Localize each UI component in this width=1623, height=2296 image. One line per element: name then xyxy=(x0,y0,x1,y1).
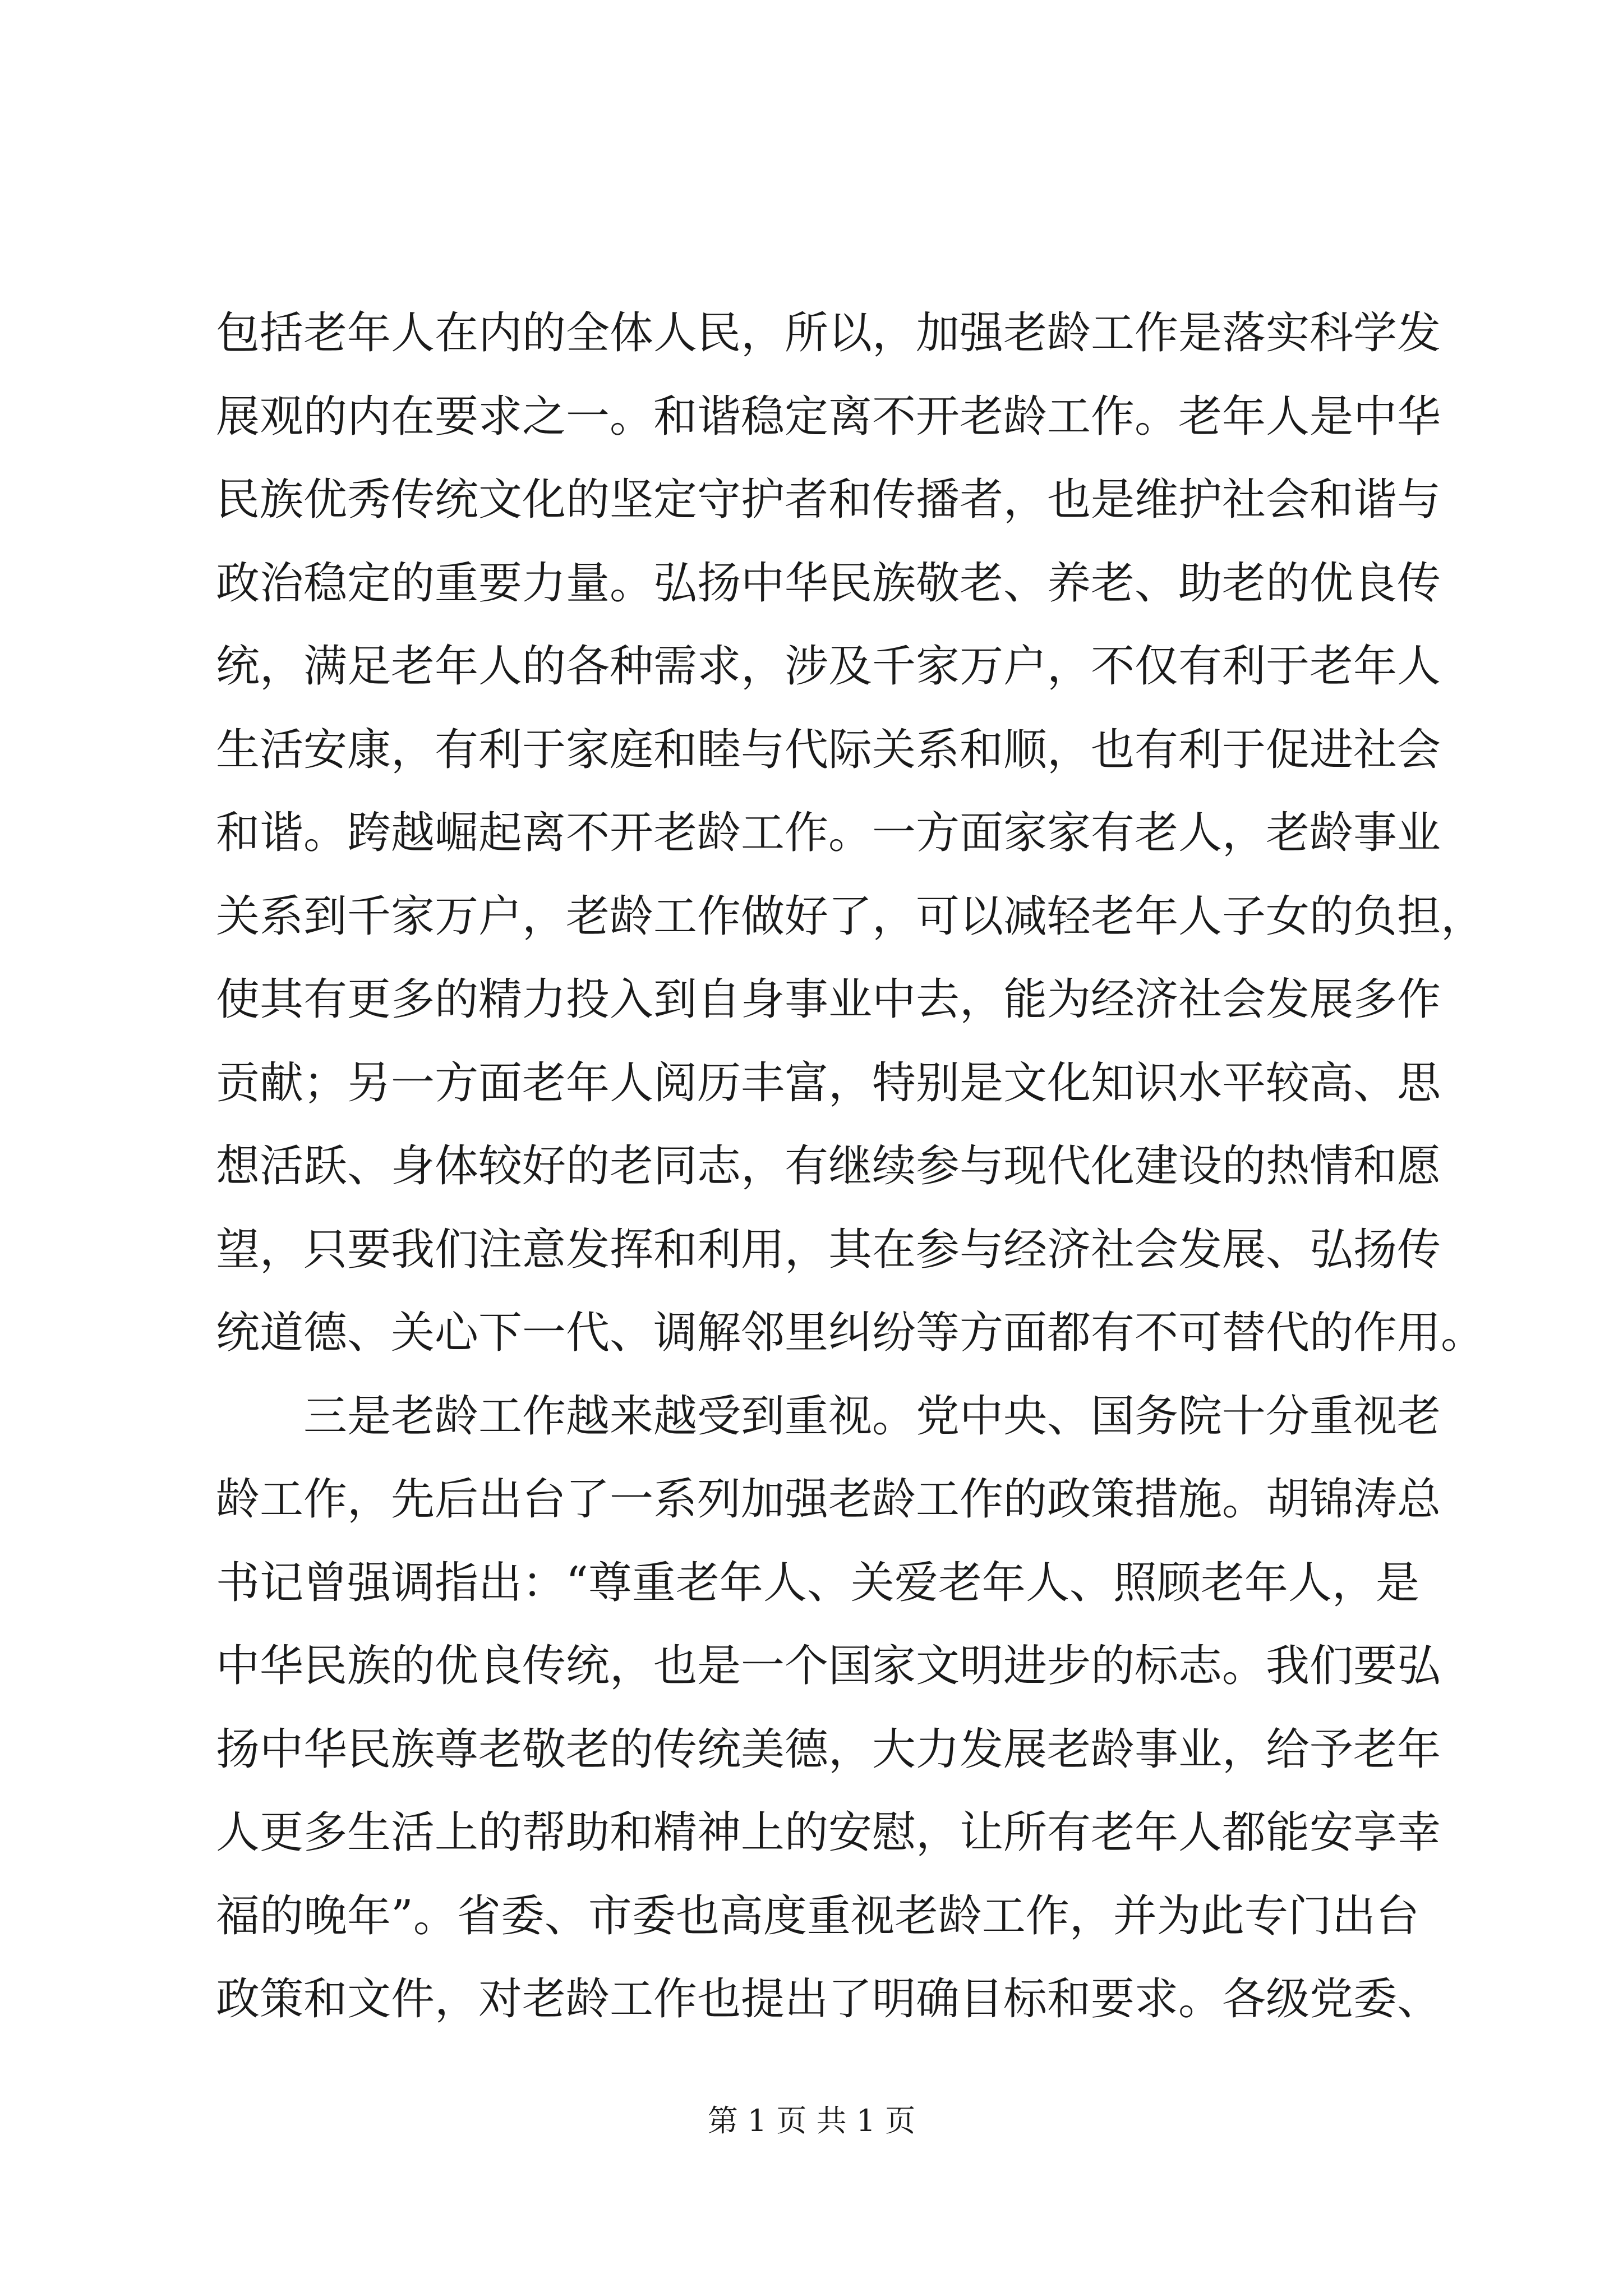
text-line: 扬中华民族尊老敬老的传统美德，大力发展老龄事业，给予老年 xyxy=(216,1724,1441,1775)
body-text xyxy=(216,292,1485,2041)
text-line: 政策和文件，对老龄工作也提出了明确目标和要求。各级党委、 xyxy=(216,1974,1441,2024)
text-line: 和谐。跨越崛起离不开老龄工作。一方面家家有老人，老龄事业 xyxy=(216,808,1441,858)
text-line: 福的晚年”。省委、市委也高度重视老龄工作，并为此专门出台 xyxy=(216,1890,1419,1941)
text-line: 中华民族的优良传统，也是一个国家文明进步的标志。我们要弘 xyxy=(216,1641,1441,1691)
text-line: 统道德、关心下一代、调解邻里纠纷等方面都有不可替代的作用。 xyxy=(216,1308,1485,1358)
page-footer: 第 1 页 共 1 页 xyxy=(707,2103,916,2138)
text-line: 关系到千家万户，老龄工作做好了，可以减轻老年人子女的负担， xyxy=(216,891,1485,942)
text-line: 政治稳定的重要力量。弘扬中华民族敬老、养老、助老的优良传 xyxy=(216,558,1441,609)
text-line: 人更多生活上的帮助和精神上的安慰，让所有老年人都能安享幸 xyxy=(216,1807,1441,1858)
text-line: 书记曾强调指出：“尊重老年人、关爱老年人、照顾老年人，是 xyxy=(216,1557,1419,1608)
text-line: 使其有更多的精力投入到自身事业中去，能为经济社会发展多作 xyxy=(216,974,1441,1025)
text-line: 望，只要我们注意发挥和利用，其在参与经济社会发展、弘扬传 xyxy=(216,1224,1441,1275)
text-line: 民族优秀传统文化的坚定守护者和传播者，也是维护社会和谐与 xyxy=(216,475,1441,525)
text-line: 生活安康，有利于家庭和睦与代际关系和顺，也有利于促进社会 xyxy=(216,724,1441,775)
paragraph-start-line: 三是老龄工作越来越受到重视。党中央、国务院十分重视老 xyxy=(303,1391,1441,1442)
text-line: 龄工作，先后出台了一系列加强老龄工作的政策措施。胡锦涛总 xyxy=(216,1474,1441,1525)
text-line: 统，满足老年人的各种需求，涉及千家万户，不仅有利于老年人 xyxy=(216,641,1441,692)
text-line: 展观的内在要求之一。和谐稳定离不开老龄工作。老年人是中华 xyxy=(216,391,1441,442)
text-line: 想活跃、身体较好的老同志，有继续参与现代化建设的热情和愿 xyxy=(216,1141,1441,1191)
text-line: 贡献；另一方面老年人阅历丰富，特别是文化知识水平较高、思 xyxy=(216,1057,1441,1108)
text-line: 包括老年人在内的全体人民，所以，加强老龄工作是落实科学发 xyxy=(216,308,1441,358)
